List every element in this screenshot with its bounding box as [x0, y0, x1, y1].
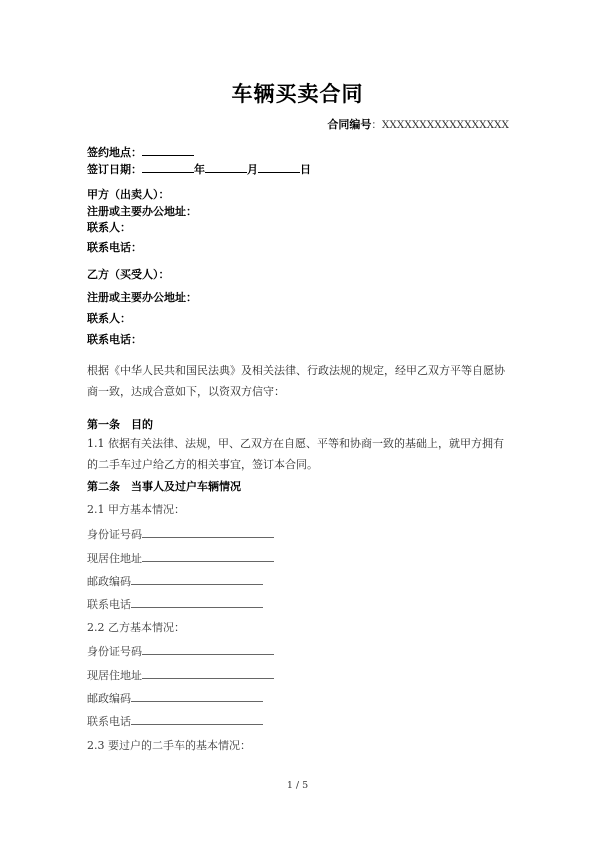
field-blank [131, 690, 263, 702]
field-blank [131, 596, 263, 608]
sign-day-label: 日 [300, 163, 311, 176]
field-label: 联系电话 [87, 598, 131, 611]
party-a-address: 注册或主要办公地址： [87, 205, 197, 218]
field-blank [131, 713, 263, 725]
party-b-contact: 联系人： [87, 312, 131, 325]
party-b-addr-field [87, 667, 274, 683]
section-2-3: 2.3 要过户的二手车的基本情况： [87, 739, 251, 752]
field-blank [142, 643, 274, 655]
sign-year-label: 年 [194, 163, 205, 176]
party-a-addr-field [87, 550, 274, 566]
section-2-1: 2.1 甲方基本情况： [87, 503, 185, 516]
party-a-contact: 联系人： [87, 221, 131, 234]
party-a-phone: 联系电话： [87, 241, 142, 254]
article-1-paragraph: 1.1 依据有关法律、法规，甲、乙双方在自愿、平等和协商一致的基础上，就甲方拥有的二手车过户给乙方的相关事宜，签订本合同。 [87, 437, 504, 471]
field-label: 身份证号码 [87, 528, 142, 541]
page-number: 1 / 5 [286, 780, 309, 791]
page-title: 车辆买卖合同 [231, 82, 364, 106]
party-b-address: 注册或主要办公地址： [87, 291, 197, 304]
field-blank [142, 667, 274, 679]
section-2-2: 2.2 乙方基本情况： [87, 621, 185, 634]
field-blank [142, 550, 274, 562]
party-a-tel-field [87, 596, 263, 612]
sign-place-blank [142, 144, 194, 156]
field-blank [142, 526, 274, 538]
contract-number-value: XXXXXXXXXXXXXXXXX [381, 119, 509, 131]
field-blank [131, 573, 263, 585]
party-b-tel-field [87, 713, 263, 729]
party-a-id-field [87, 526, 274, 542]
sign-place [87, 144, 194, 160]
field-label: 邮政编码 [87, 692, 131, 705]
field-label: 现居住地址 [87, 669, 142, 682]
sign-date-label: 签订日期： [87, 163, 142, 176]
party-a-heading: 甲方（出卖人）： [87, 188, 170, 201]
field-label: 邮政编码 [87, 575, 131, 588]
article-1-heading: 第一条 目的 [87, 418, 153, 431]
sign-date [87, 161, 311, 177]
contract-number-colon: ： [371, 119, 382, 131]
party-a-zip-field [87, 573, 263, 589]
contract-number [327, 116, 509, 132]
party-b-heading: 乙方（买受人）： [87, 268, 170, 281]
party-b-phone: 联系电话： [87, 333, 142, 346]
field-label: 现居住地址 [87, 552, 142, 565]
party-b-zip-field [87, 690, 263, 706]
field-label: 身份证号码 [87, 645, 142, 658]
party-b-id-field [87, 643, 274, 659]
sign-day-blank [258, 161, 300, 173]
contract-number-label: 合同编号 [327, 118, 372, 131]
sign-month-blank [205, 161, 247, 173]
sign-year-blank [142, 161, 194, 173]
article-2-heading: 第二条 当事人及过户车辆情况 [87, 480, 241, 493]
intro-paragraph: 根据《中华人民共和国民法典》及相关法律、行政法规的规定，经甲乙双方平等自愿协商一致，达成合意如下，以资双方信守： [87, 364, 505, 398]
sign-month-label: 月 [247, 163, 258, 176]
sign-place-label: 签约地点： [87, 146, 142, 159]
field-label: 联系电话 [87, 715, 131, 728]
